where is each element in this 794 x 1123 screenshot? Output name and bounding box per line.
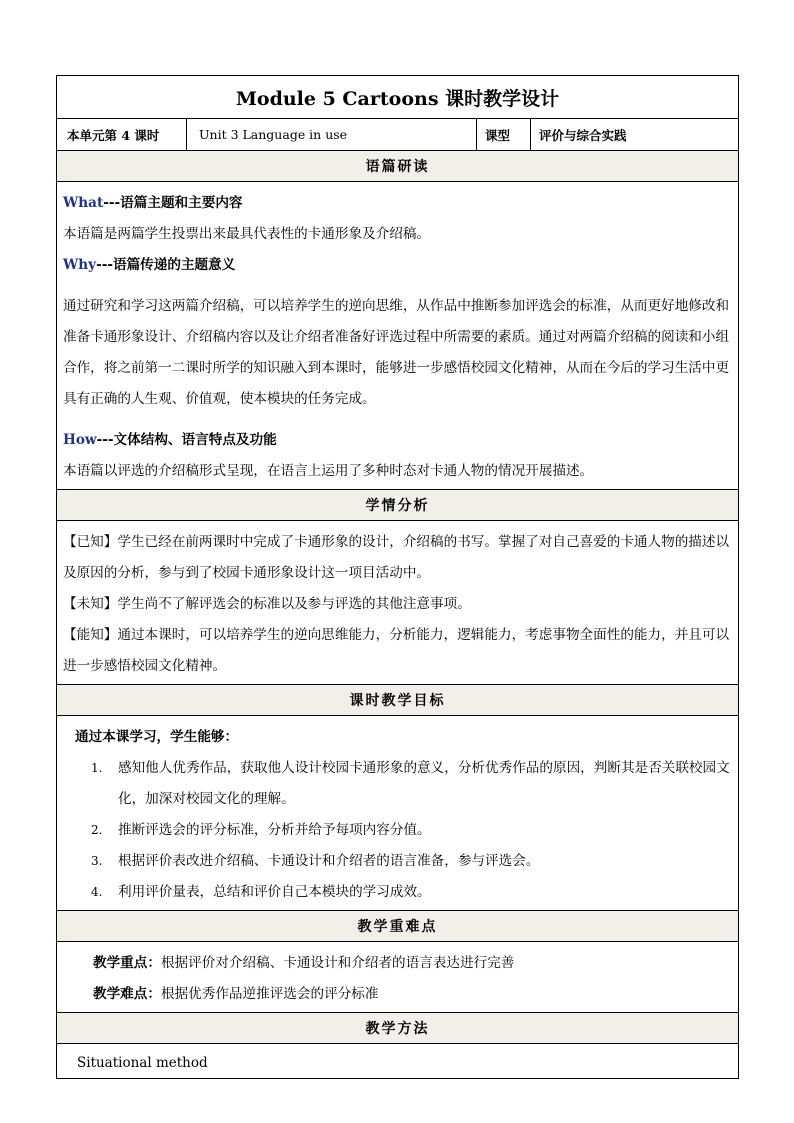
goals-intro: 通过本课学习，学生能够： [75,729,239,745]
goals-content [57,716,739,911]
goal-number: 2. [91,823,103,837]
goal-number: 4. [91,885,103,899]
goal-text: 利用评价量表，总结和评价自己本模块的学习成效。 [118,884,431,900]
section-header-analysis: 学情分析 [57,490,739,521]
what-tag: What [63,195,104,211]
what-desc: ---语篇主题和主要内容 [103,195,243,211]
how-tag: How [63,432,97,448]
lesson-plan-table [56,75,739,1079]
how-label [63,425,732,456]
what-text: 本语篇是两篇学生投票出来最具代表性的卡通形象及介绍稿。 [63,226,431,242]
goal-text: 根据评价表改进介绍稿、卡通设计和介绍者的语言准备，参与评选会。 [118,853,540,869]
why-text: 通过研究和学习这两篇介绍稿，可以培养学生的逆向思维，从作品中推断参加评选会的标准，从而更好地修改和准备卡通形象设计、介绍稿内容以及让介绍者准备好评选过程中所需要的素质。通过对两篇介绍稿的阅读和小组合作，将之前第一二课时所学的知识融入到本课时，能够进一步感悟校园文化精神，从而在今后的学习生活中更具有正确的人生观、价值观，使本模块的任务完成。 [63,298,730,407]
why-desc: ---语篇传递的主题意义 [96,257,236,273]
unknown-text: 【未知】学生尚不了解评选会的标准以及参与评选的其他注意事项。 [63,596,471,612]
goal-item [63,846,732,877]
section-header-goals: 课时教学目标 [57,685,739,716]
goal-item [63,877,732,908]
page-title: Module 5 Cartoons 课时教学设计 [57,76,739,119]
lesson-type-value: 评价与综合实践 [531,119,739,151]
known-text: 【已知】学生已经在前两课时中完成了卡通形象的设计，介绍稿的书写。掌握了对自己喜爱的卡通人物的描述以及原因的分析，参与到了校园卡通形象设计这一项目活动中。 [63,534,730,581]
analysis-content [57,521,739,685]
key-point-text: 根据评价对介绍稿、卡通设计和介绍者的语言表达进行完善 [160,955,515,971]
key-point-line [63,948,732,979]
what-label [63,188,732,219]
goal-text: 感知他人优秀作品，获取他人设计校园卡通形象的意义，分析优秀作品的原因，判断其是否关联校园文化，加深对校园文化的理解。 [118,760,730,807]
goal-item [63,815,732,846]
unit-title: Unit 3 Language in use [187,119,477,151]
goals-list [63,753,732,908]
why-tag: Why [63,257,97,273]
keypoints-content [57,942,739,1013]
reading-content [57,182,739,490]
goal-number: 3. [91,854,103,868]
difficulty-text: 根据优秀作品逆推评选会的评分标准 [160,986,379,1002]
why-label [63,250,732,281]
goal-item [63,753,732,815]
methods-text: Situational method [57,1044,739,1079]
section-header-methods: 教学方法 [57,1013,739,1044]
able-text: 【能知】通过本课时，可以培养学生的逆向思维能力，分析能力，逻辑能力，考虑事物全面性的能力，并且可以进一步感悟校园文化精神。 [63,627,730,674]
difficulty-label: 教学难点： [93,986,161,1002]
how-text: 本语篇以评选的介绍稿形式呈现，在语言上运用了多种时态对卡通人物的情况开展描述。 [63,463,594,479]
goal-number: 1. [91,761,103,775]
lesson-number-label: 本单元第 4 课时 [57,119,187,151]
section-header-reading: 语篇研读 [57,151,739,182]
key-point-label: 教学重点： [93,955,161,971]
lesson-type-label: 课型 [477,119,531,151]
goal-text: 推断评选会的评分标准，分析并给予每项内容分值。 [118,822,431,838]
section-header-keypoints: 教学重难点 [57,911,739,942]
how-desc: ---文体结构、语言特点及功能 [96,432,277,448]
difficulty-line [63,979,732,1010]
